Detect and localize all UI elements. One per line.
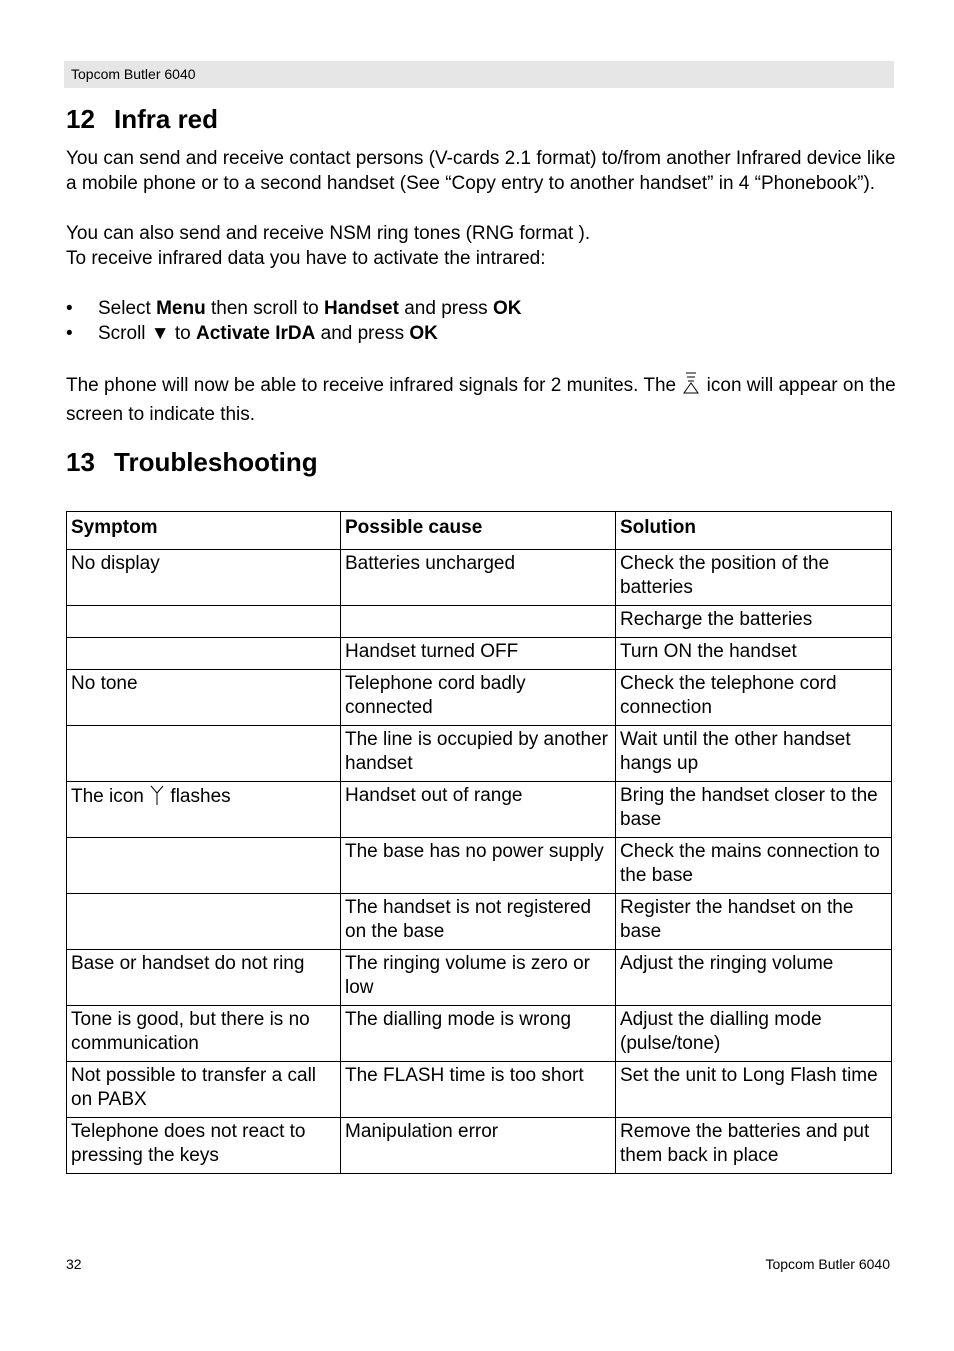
infrared-intro-paragraph: You can send and receive contact persons (V-cards 2.1 format) to/from another Infrared device like a mobile phone or to a second handset (See “Copy entry to another handset” in 4 “Phonebook”). (66, 148, 896, 194)
cause-cell: The handset is not registered on the base (341, 894, 616, 950)
symptom-cell: Tone is good, but there is no communication (67, 1006, 341, 1062)
cause-cell: The FLASH time is too short (341, 1062, 616, 1118)
page-header (64, 61, 894, 88)
solution-cell: Bring the handset closer to the base (616, 782, 892, 838)
infrared-note-paragraph (66, 371, 896, 427)
table-row (67, 894, 892, 950)
activate-irda-keyword: Activate IrDA (196, 323, 316, 344)
table-row (67, 1118, 892, 1174)
bullet: • (66, 323, 73, 344)
section-13-number: 13 (66, 447, 95, 477)
symptom-cell (67, 838, 341, 894)
cause-cell: The base has no power supply (341, 838, 616, 894)
header-title: Topcom Butler 6040 (71, 66, 196, 82)
handset-keyword: Handset (323, 298, 399, 319)
solution-cell: Check the mains connection to the base (616, 838, 892, 894)
cause-cell: The dialling mode is wrong (341, 1006, 616, 1062)
note-text: icon will appear on the screen to indicate this. (66, 375, 896, 425)
cause-cell: Telephone cord badly connected (341, 670, 616, 726)
solution-cell: Turn ON the handset (616, 638, 892, 670)
step-text: Select (98, 298, 157, 319)
solution-cell: Adjust the dialling mode (pulse/tone) (616, 1006, 892, 1062)
table-header-row (67, 512, 892, 550)
solution-cell: Wait until the other handset hangs up (616, 726, 892, 782)
section-12-heading (66, 104, 218, 135)
table-row (67, 726, 892, 782)
solution-cell: Adjust the ringing volume (616, 950, 892, 1006)
cause-cell: Batteries uncharged (341, 550, 616, 606)
bullet: • (66, 298, 73, 319)
table-row (67, 1062, 892, 1118)
table-row (67, 782, 892, 838)
down-arrow-icon: ▼ (150, 323, 170, 344)
list-item (66, 321, 521, 346)
ring-tones-paragraph: You can also send and receive NSM ring tones (RNG format ). (66, 223, 591, 244)
cause-cell: Handset out of range (341, 782, 616, 838)
symptom-cell (67, 894, 341, 950)
menu-keyword: Menu (156, 298, 206, 319)
section-13-title: Troubleshooting (114, 447, 318, 477)
solution-cell: Recharge the batteries (616, 606, 892, 638)
table-row (67, 606, 892, 638)
cause-cell: The ringing volume is zero or low (341, 950, 616, 1006)
cause-cell: The line is occupied by another handset (341, 726, 616, 782)
solution-cell: Check the position of the batteries (616, 550, 892, 606)
footer-title: Topcom Butler 6040 (765, 1256, 890, 1272)
ok-keyword: OK (409, 323, 438, 344)
column-header-symptom: Symptom (67, 512, 341, 550)
note-text: The phone will now be able to receive infrared signals for 2 munites. The (66, 375, 682, 396)
step-text: to (169, 323, 197, 344)
symptom-cell: No tone (67, 670, 341, 726)
solution-cell: Register the handset on the base (616, 894, 892, 950)
symptom-cell (67, 726, 341, 782)
cause-cell: Manipulation error (341, 1118, 616, 1174)
symptom-cell: Telephone does not react to pressing the keys (67, 1118, 341, 1174)
ok-keyword: OK (492, 298, 522, 319)
step-text: and press (398, 298, 493, 319)
symptom-cell: Base or handset do not ring (67, 950, 341, 1006)
table-row (67, 1006, 892, 1062)
symptom-text: flashes (165, 786, 231, 807)
section-12-number: 12 (66, 104, 95, 134)
step-text: Scroll (98, 323, 151, 344)
activate-infrared-paragraph: To receive infrared data you have to activate the intrared: (66, 248, 546, 269)
table-row (67, 550, 892, 606)
solution-cell: Remove the batteries and put them back in place (616, 1118, 892, 1174)
step-text: then scroll to (205, 298, 324, 319)
table-row (67, 950, 892, 1006)
symptom-cell: No display (67, 550, 341, 606)
activation-steps (66, 296, 521, 346)
symptom-cell (67, 606, 341, 638)
page-number: 32 (66, 1256, 82, 1272)
symptom-cell (67, 782, 341, 838)
cause-cell: Handset turned OFF (341, 638, 616, 670)
solution-cell: Check the telephone cord connection (616, 670, 892, 726)
symptom-text: The icon (71, 786, 150, 807)
column-header-possible-cause: Possible cause (341, 512, 616, 550)
list-item (66, 296, 521, 321)
table-row (67, 670, 892, 726)
table-row (67, 638, 892, 670)
cause-cell (341, 606, 616, 638)
infrared-icon (681, 371, 701, 402)
solution-cell: Set the unit to Long Flash time (616, 1062, 892, 1118)
step-text: and press (315, 323, 410, 344)
table-row (67, 838, 892, 894)
troubleshooting-table (66, 511, 892, 1174)
antenna-icon (149, 784, 165, 813)
section-13-heading (66, 447, 318, 478)
symptom-cell (67, 638, 341, 670)
symptom-cell: Not possible to transfer a call on PABX (67, 1062, 341, 1118)
column-header-solution: Solution (616, 512, 892, 550)
section-12-title: Infra red (114, 104, 219, 134)
